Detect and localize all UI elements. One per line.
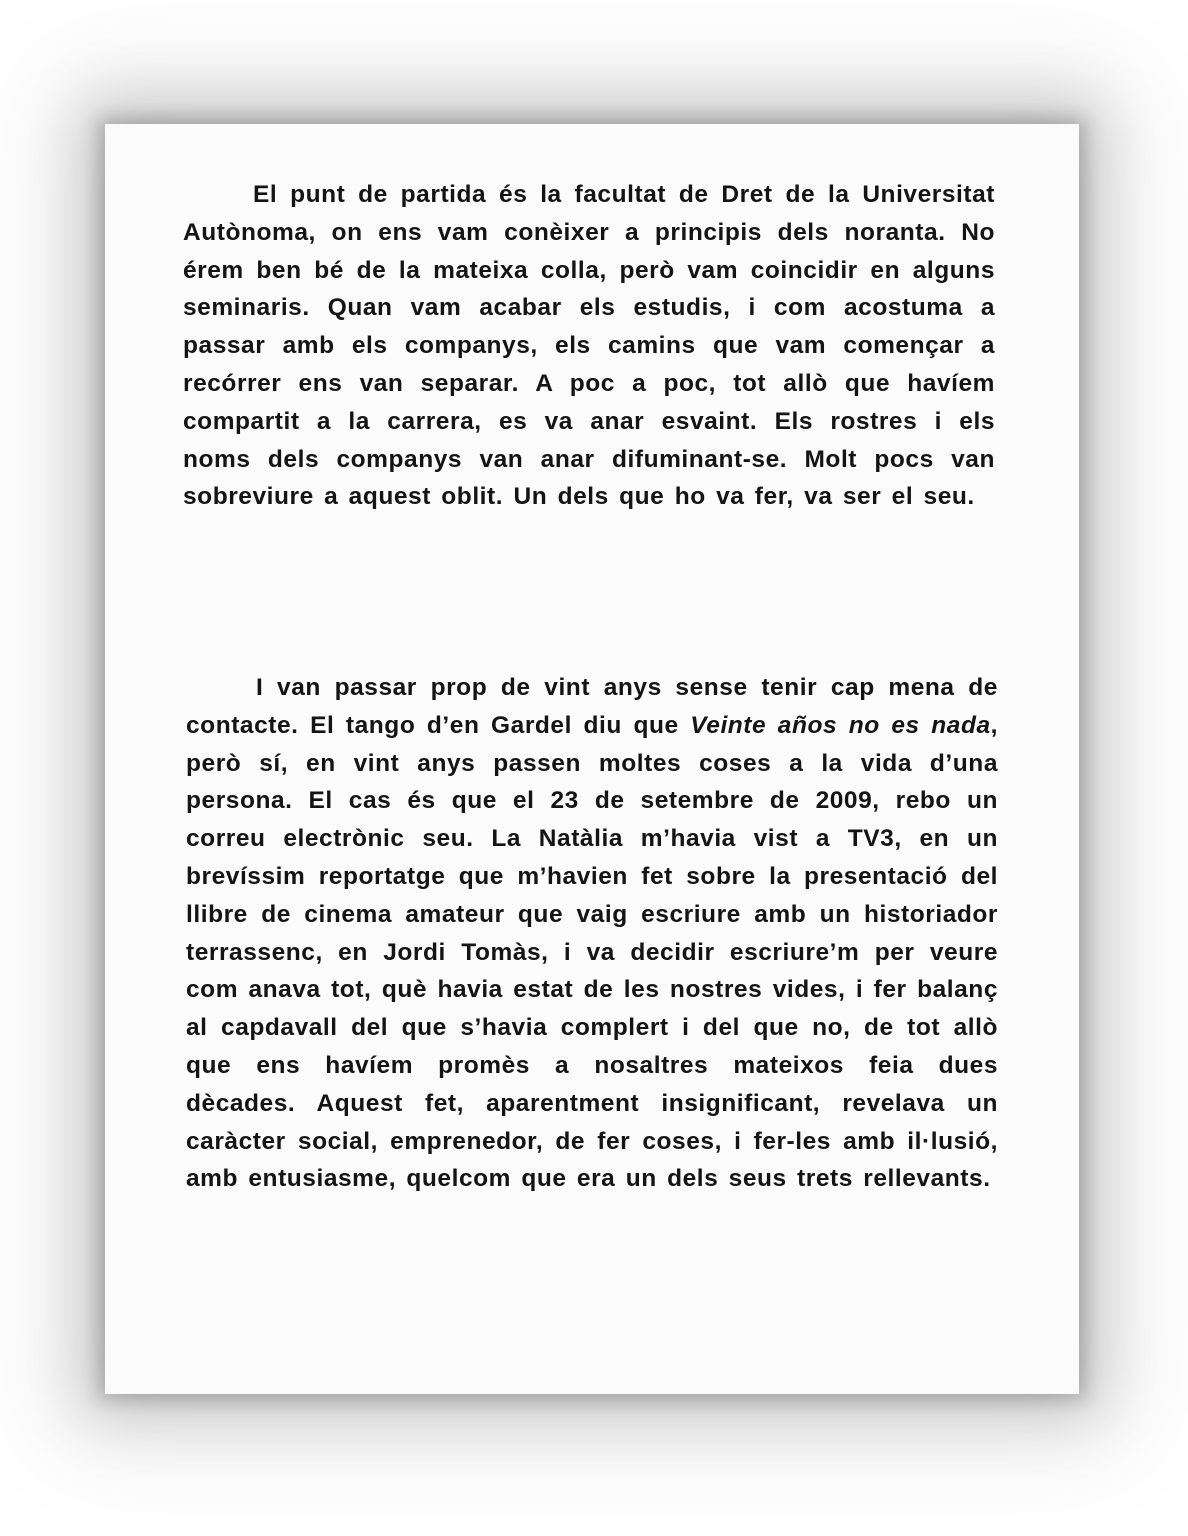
paragraph-2-text-after: , però sí, en vint anys passen moltes coses a la vida d’una persona. El cas és que el 23 de setembre de 2009, rebo un correu electrònic seu. La Natàlia m’havia vist a TV3, en un brevíssim reportatge que m’havien fet sobre la presentació del llibre de cinema amateur que vaig escriure amb un historiador terrassenc, en Jordi Tomàs, i va decidir escriure’m per veure com anava tot, què havia estat de les nostres vides, i fer balanç al capdavall del que s’havia complert i del que no, de tot allò que ens havíem promès a nosaltres mateixos feia dues dècades. Aquest fet, aparentment insignificant, revelava un caràcter social, emprenedor, de fer coses, i fer-les amb il·lusió, amb entusiasme, quelcom que era un dels seus trets rellevants. xyxy=(186,711,998,1193)
paragraph-2-text-before: I van passar prop de vint anys sense tenir cap mena de contacte. El tango d’en Gardel diu que xyxy=(186,674,998,739)
paragraph-1 xyxy=(183,176,995,516)
paragraph-1-text: El punt de partida és la facultat de Dret de la Universitat Autònoma, on ens vam conèixer a principis dels noranta. No érem ben bé de la mateixa colla, però vam coincidir en alguns seminaris. Quan vam acabar els estudis, i com acostuma a passar amb els companys, els camins que vam començar a recórrer ens van separar. A poc a poc, tot allò que havíem compartit a la carrera, es va anar esvaint. Els rostres i els noms dels companys van anar difuminant-se. Molt pocs van sobreviure a aquest oblit. Un dels que ho va fer, va ser el seu. xyxy=(183,181,995,511)
document-page xyxy=(105,124,1079,1394)
paragraph-2 xyxy=(186,669,998,1198)
paragraph-2-italic-quote: Veinte años no es nada xyxy=(690,711,991,739)
